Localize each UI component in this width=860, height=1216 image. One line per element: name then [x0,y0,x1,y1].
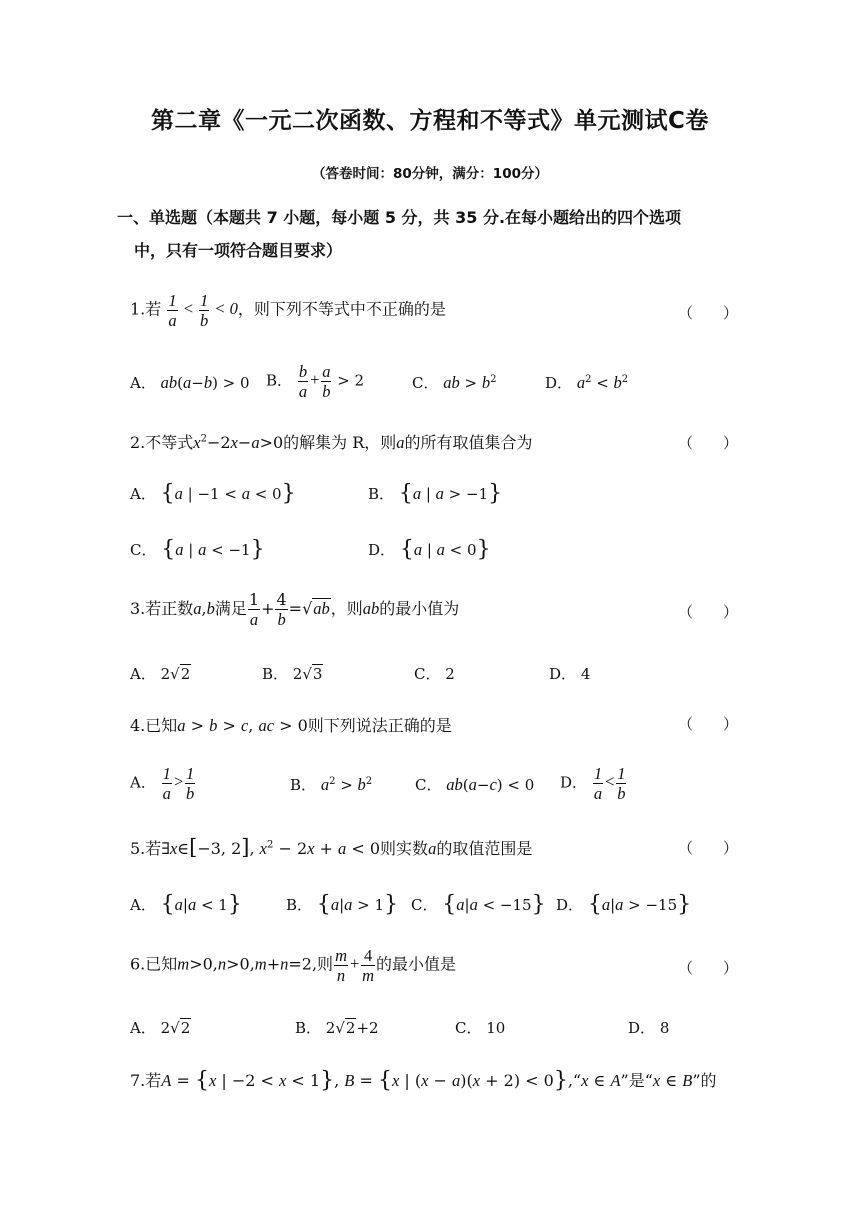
q2-option-c: C． {a | a < −1} [130,537,265,562]
q5-option-a: A． {a|a < 1} [130,892,242,917]
page-subtitle: （答卷时间：80分钟，满分：100分） [312,166,548,182]
q2-option-b: B． {a | a > −1} [368,481,503,506]
q5-option-d: D． {a|a > −15} [556,892,692,917]
answer-paren-1: （ ） [678,304,739,322]
q1-option-a: A． ab(a−b) > 0 [130,373,250,392]
question-4: 4.已知a > b > c, ac > 0则下列说法正确的是 [130,716,452,735]
q4-option-c: C． ab(a−c) < 0 [415,775,535,794]
q6-option-b: B． 2√2+2 [295,1019,379,1037]
question-6: 6.已知m>0,n>0,m+n=2,则 $\frac{m}{n}$ + $\frac{4}{m}$ 的最小值是 [130,946,457,985]
answer-paren-2: （ ） [678,434,739,452]
q6-option-d: D． 8 [628,1019,670,1037]
q2-option-a: A． {a | −1 < a < 0} [130,481,296,506]
answer-paren-4: （ ） [678,715,739,733]
q3-option-b: B． 2√3 [262,665,323,683]
section-heading-line1: 一、单选题（本题共 7 小题，每小题 5 分，共 35 分.在每小题给出的四个选项 [117,208,682,227]
q1-option-d: D． $a^2 < b^2$ [545,373,629,392]
question-2: 2.不等式$x^2-2x-a>0$的解集为 R，则a的所有取值集合为 [130,433,533,452]
q3-option-c: C． 2 [414,665,455,683]
question-7: 7.若A = {x | −2 < x < 1}, B = {x | (x − a)(x + 2) < 0},“x ∈ A”是“x ∈ B”的 [130,1068,717,1093]
answer-paren-3: （ ） [678,603,739,621]
question-1: 1.若 $\frac{1}{a}$ < $\frac{1}{b}$ < 0，则下列不等式中不正确的是 [130,291,446,330]
q1-option-b: B． $\frac{b}{a}$ + $\frac{a}{b}$ > 2 [266,362,365,401]
section-heading-line2: 中，只有一项符合题目要求） [134,241,343,260]
q4-option-b: B． $a^2 > b^2$ [290,775,373,794]
answer-paren-6: （ ） [678,959,739,977]
q5-option-c: C． {a|a < −15} [411,892,546,917]
q1-option-c: C． ab > $b^2$ [412,373,497,392]
q5-option-b: B． {a|a > 1} [286,892,399,917]
question-3: 3.若正数a,b满足 $\frac{1}{a}$ + $\frac{4}{b}$ =√ab，则ab的最小值为 [130,590,460,629]
q6-option-c: C． 10 [455,1019,506,1037]
page-title: 第二章《一元二次函数、方程和不等式》单元测试C卷 [151,108,709,134]
q2-option-d: D． {a | a < 0} [368,537,491,562]
q4-option-a: A． $\frac{1}{a}$ > $\frac{1}{b}$ [130,764,195,803]
q3-option-a: A． 2√2 [130,665,191,683]
answer-paren-5: （ ） [678,839,739,857]
section-heading [117,201,737,267]
q6-option-a: A． 2√2 [130,1019,191,1037]
q3-option-d: D． 4 [549,665,591,683]
q4-option-d: D． $\frac{1}{a}$ < $\frac{1}{b}$ [560,764,626,803]
question-5: 5.若∃x∈[−3, 2], $x^2 - 2x + a < 0$则实数a的取值范围是 [130,835,533,859]
